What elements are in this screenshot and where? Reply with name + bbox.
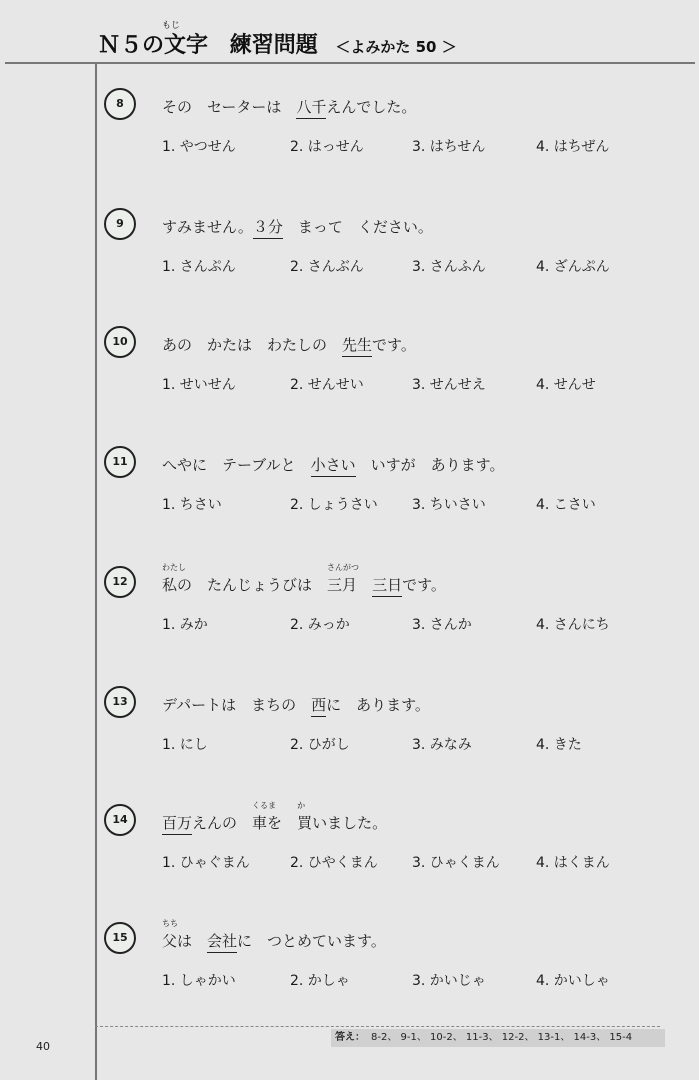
answer-option: 4. ざんぷん xyxy=(536,259,610,275)
answer-option: 1. やつせん xyxy=(162,139,236,155)
title-furigana: もじ xyxy=(162,21,181,31)
answer-option: 4. かいしゃ xyxy=(536,973,610,989)
answer-option: 3. みなみ xyxy=(412,737,472,753)
stem-text xyxy=(357,574,372,595)
answer-option: 2. さんぶん xyxy=(290,259,364,275)
question-stem xyxy=(162,216,433,239)
question-number-badge: 15 xyxy=(104,922,136,954)
furigana: わたし xyxy=(162,563,186,572)
stem-text xyxy=(177,574,327,595)
stem-segment-text: です。 xyxy=(372,336,416,354)
stem-text xyxy=(283,216,433,237)
question-item xyxy=(0,801,699,914)
answer-option: 2. ひやくまん xyxy=(290,855,378,871)
question-stem xyxy=(162,334,416,357)
stem-segment-text: 三月 xyxy=(327,576,358,594)
answer-key-label: 答え： xyxy=(335,1032,365,1043)
answer-option: 3. さんふん xyxy=(412,259,486,275)
stem-segment-text: 八千 xyxy=(296,96,326,119)
title-prefix-text: Ｎ５の文字 xyxy=(98,33,209,58)
stem-segment-text: 父 xyxy=(162,932,178,950)
stem-text xyxy=(177,930,207,951)
kanji-with-furigana xyxy=(327,563,360,595)
stem-text xyxy=(312,812,387,833)
answer-option: 1. ひゃぐまん xyxy=(162,855,250,871)
stem-segment-text: に つとめています。 xyxy=(237,932,386,950)
kanji-with-furigana xyxy=(162,563,186,595)
header-divider xyxy=(5,62,695,64)
underlined-target-word xyxy=(207,930,237,953)
stem-segment-text: に あります。 xyxy=(326,696,430,714)
answer-option: 2. みっか xyxy=(290,617,350,633)
answer-option: 1. しゃかい xyxy=(162,973,236,989)
page-title xyxy=(98,21,598,62)
stem-text xyxy=(326,96,416,117)
stem-segment-text: まって ください。 xyxy=(282,218,433,236)
stem-segment-text: デパートは まちの xyxy=(162,696,312,714)
footer-divider xyxy=(95,1026,660,1027)
stem-segment-text: えんでした。 xyxy=(326,98,417,116)
answer-option: 3. かいじゃ xyxy=(412,973,486,989)
furigana: ちち xyxy=(162,919,178,928)
stem-text xyxy=(162,454,311,475)
stem-segment-text: 私 xyxy=(162,576,178,594)
stem-segment-text: 三日 xyxy=(372,574,402,597)
stem-text xyxy=(162,334,342,355)
question-item xyxy=(0,686,699,796)
stem-text xyxy=(402,574,446,595)
answer-option: 3. ひゃくまん xyxy=(412,855,500,871)
question-item xyxy=(0,919,699,1032)
answer-option: 3. せんせえ xyxy=(412,377,486,393)
question-item xyxy=(0,208,699,318)
stem-segment-text: の たんじょうびは xyxy=(177,576,328,594)
kanji-with-furigana xyxy=(162,919,178,951)
answer-option: 2. ひがし xyxy=(290,737,350,753)
answer-key xyxy=(331,1029,665,1047)
stem-text xyxy=(326,694,430,715)
question-number-badge: 12 xyxy=(104,566,136,598)
answer-option: 1. せいせん xyxy=(162,377,236,393)
answer-option: 1. さんぷん xyxy=(162,259,236,275)
underlined-target-word xyxy=(372,574,402,597)
question-number-badge: 13 xyxy=(104,686,136,718)
stem-text xyxy=(162,694,311,715)
stem-segment-text: 西 xyxy=(311,694,326,717)
answer-option: 3. はちせん xyxy=(412,139,486,155)
stem-segment-text: 会社 xyxy=(207,930,237,953)
stem-segment-text: えんの xyxy=(192,814,253,832)
question-number-badge: 8 xyxy=(104,88,136,120)
stem-segment-text: へやに テーブルと xyxy=(162,456,311,474)
answer-option: 2. はっせん xyxy=(290,139,364,155)
answer-option: 2. せんせい xyxy=(290,377,364,393)
page-number: 40 xyxy=(36,1040,50,1053)
stem-segment-text: 車 xyxy=(252,814,268,832)
question-item xyxy=(0,326,699,436)
stem-segment-text: 先生 xyxy=(342,334,372,357)
underlined-target-word xyxy=(311,694,326,717)
furigana: さんがつ xyxy=(327,563,360,572)
answer-option: 1. みか xyxy=(162,617,208,633)
title-main: 練習問題 xyxy=(229,33,318,58)
question-stem xyxy=(162,919,386,953)
stem-segment-text: すみません。 xyxy=(162,218,253,236)
stem-segment-text: その セーターは xyxy=(162,98,297,116)
answer-option: 2. しょうさい xyxy=(290,497,378,513)
answer-option: 4. きた xyxy=(536,737,582,753)
question-stem xyxy=(162,694,430,717)
stem-segment-text xyxy=(357,574,372,595)
stem-text xyxy=(267,812,297,833)
furigana: か xyxy=(297,801,306,810)
answer-option: 4. はくまん xyxy=(536,855,610,871)
answer-option: 4. こさい xyxy=(536,497,596,513)
stem-segment-text: です。 xyxy=(402,576,446,594)
underlined-target-word xyxy=(296,96,326,119)
stem-segment-text: あの かたは わたしの xyxy=(162,336,343,354)
stem-text xyxy=(372,334,416,355)
question-stem xyxy=(162,96,416,119)
stem-segment-text: を xyxy=(267,814,298,832)
question-stem xyxy=(162,454,504,477)
stem-text xyxy=(237,930,386,951)
kanji-with-furigana xyxy=(297,801,313,833)
answer-option: 4. せんせ xyxy=(536,377,596,393)
stem-segment-text: 買 xyxy=(297,814,313,832)
question-item xyxy=(0,563,699,676)
stem-text xyxy=(192,812,252,833)
stem-segment-text: いました。 xyxy=(312,814,388,832)
underlined-target-word xyxy=(253,216,283,239)
question-number-badge: 11 xyxy=(104,446,136,478)
underlined-target-word xyxy=(311,454,356,477)
answer-key-values: 8-2、 9-1、 10-2、 11-3、 12-2、 13-1、 14-3、 15-4 xyxy=(371,1032,633,1043)
stem-segment-text: 小さい xyxy=(311,454,356,477)
answer-option: 1. にし xyxy=(162,737,208,753)
stem-segment-text: 百万 xyxy=(162,812,192,835)
underlined-target-word xyxy=(342,334,372,357)
answer-option: 4. さんにち xyxy=(536,617,610,633)
kanji-with-furigana xyxy=(252,801,277,833)
question-number-badge: 14 xyxy=(104,804,136,836)
answer-option: 3. ちいさい xyxy=(412,497,486,513)
answer-option: 4. はちぜん xyxy=(536,139,610,155)
underlined-target-word xyxy=(162,812,192,835)
title-subtitle: ＜よみかた 50 ＞ xyxy=(335,38,457,56)
stem-segment-text: いすが あります。 xyxy=(355,456,505,474)
stem-segment-text: ３分 xyxy=(253,216,283,239)
question-stem xyxy=(162,801,388,835)
stem-text xyxy=(162,96,296,117)
stem-segment-text: は xyxy=(177,932,208,950)
question-number-badge: 10 xyxy=(104,326,136,358)
furigana: くるま xyxy=(252,801,277,810)
answer-option: 1. ちさい xyxy=(162,497,222,513)
answer-option: 2. かしゃ xyxy=(290,973,350,989)
question-item xyxy=(0,446,699,556)
title-prefix xyxy=(98,21,209,59)
question-item xyxy=(0,88,699,198)
question-stem xyxy=(162,563,446,597)
answer-option: 3. さんか xyxy=(412,617,472,633)
stem-text xyxy=(162,216,253,237)
question-number-badge: 9 xyxy=(104,208,136,240)
stem-text xyxy=(356,454,505,475)
